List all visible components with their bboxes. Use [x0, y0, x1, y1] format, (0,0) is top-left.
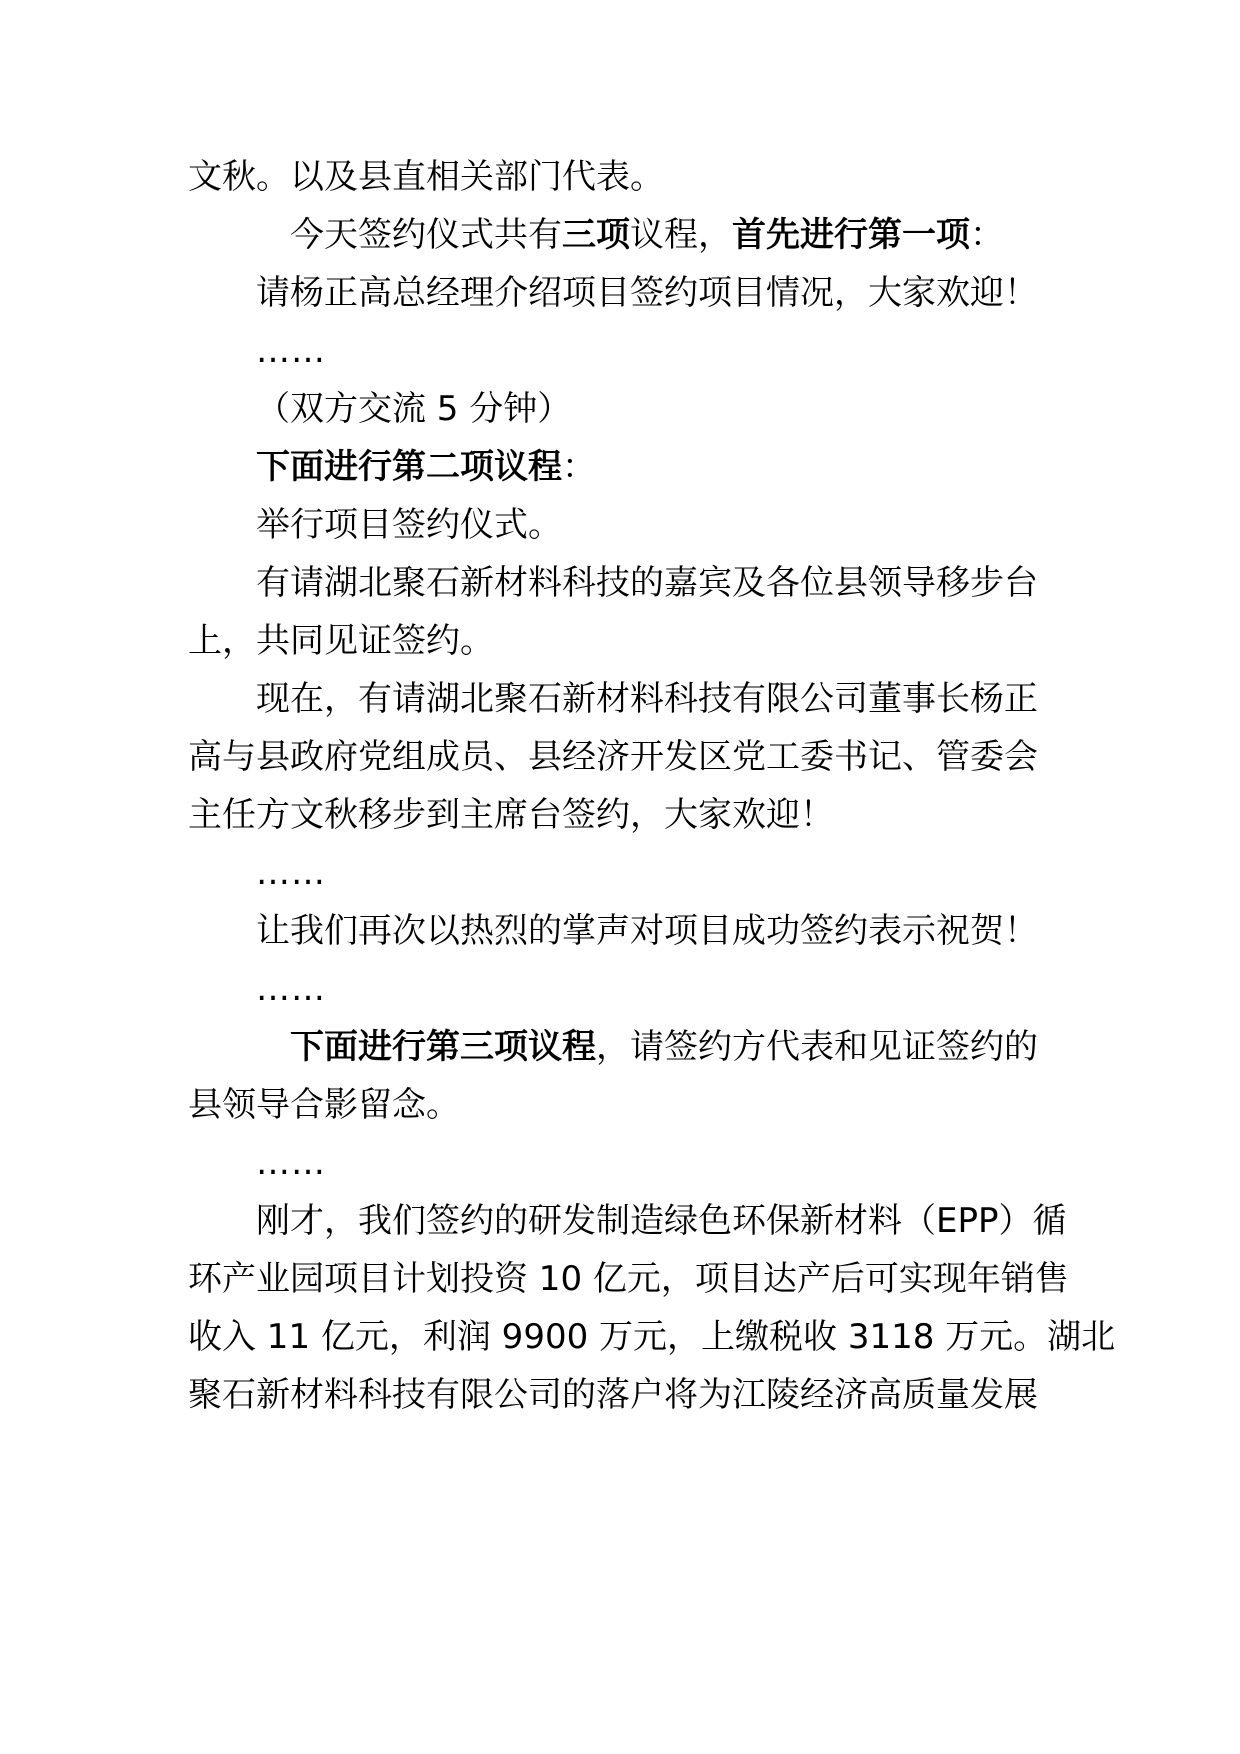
ellipsis-line: ……	[256, 853, 326, 893]
text-line: 高与县政府党组成员、县经济开发区党工委书记、管委会	[188, 737, 1038, 777]
text-segment: 今天签约仪式共有	[290, 215, 562, 255]
ellipsis-line: ……	[256, 969, 326, 1009]
text-segment: ：	[562, 447, 596, 487]
ellipsis-line: ……	[256, 331, 326, 371]
text-line: 上，共同见证签约。	[188, 621, 494, 661]
agenda-intro-line	[290, 213, 1170, 257]
bold-segment: 下面进行第二项议程	[256, 447, 562, 487]
text-line: 举行项目签约仪式。	[256, 505, 562, 545]
bold-segment: 下面进行第三项议程	[290, 1027, 596, 1067]
text-line: 有请湖北聚石新材料科技的嘉宾及各位县领导移步台	[256, 563, 1038, 603]
text-segment: 议程，	[630, 215, 732, 255]
bold-segment: 三项	[562, 215, 630, 255]
ellipsis-line: ……	[256, 1143, 326, 1183]
text-segment: ，请签约方代表和见证签约的	[596, 1027, 1038, 1067]
text-line: 刚才，我们签约的研发制造绿色环保新材料（EPP）循	[256, 1201, 1067, 1241]
bold-segment: 首先进行第一项	[732, 215, 970, 255]
text-line: 环产业园项目计划投资 10 亿元，项目达产后可实现年销售	[188, 1259, 1069, 1299]
text-line: 聚石新材料科技有限公司的落户将为江陵经济高质量发展	[188, 1375, 1038, 1415]
text-line: 收入 11 亿元，利润 9900 万元，上缴税收 3118 万元。湖北	[188, 1317, 1116, 1357]
text-line: （双方交流 5 分钟）	[256, 389, 572, 429]
text-line: 文秋。以及县直相关部门代表。	[188, 157, 664, 197]
text-line: 主任方文秋移步到主席台签约，大家欢迎！	[188, 795, 834, 835]
agenda-item-two-heading	[256, 445, 1136, 489]
text-segment: ：	[970, 215, 1004, 255]
text-line: 请杨正高总经理介绍项目签约项目情况，大家欢迎！	[256, 273, 1038, 313]
text-line: 让我们再次以热烈的掌声对项目成功签约表示祝贺！	[256, 911, 1038, 951]
text-line: 县领导合影留念。	[188, 1085, 460, 1125]
text-line: 现在，有请湖北聚石新材料科技有限公司董事长杨正	[256, 679, 1038, 719]
agenda-item-three-heading	[290, 1025, 1170, 1069]
